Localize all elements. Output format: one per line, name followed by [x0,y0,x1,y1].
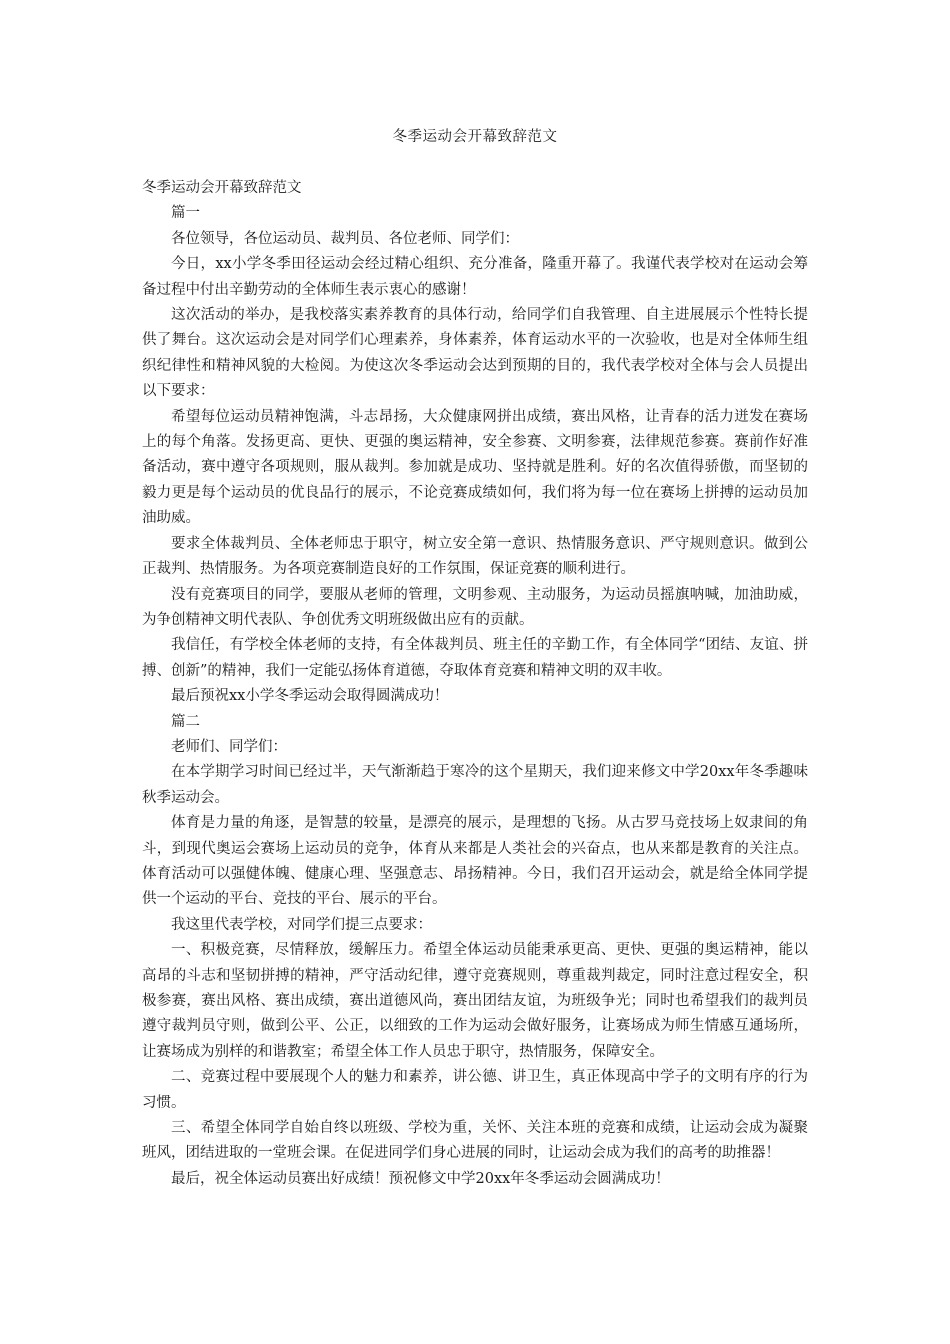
document-body [142,176,808,1192]
page-title: 冬季运动会开幕致辞范文 [392,129,558,145]
paragraph: 最后，祝全体运动员赛出好成绩！预祝修文中学20xx年冬季运动会圆满成功！ [171,1170,670,1187]
paragraph: 我这里代表学校，对同学们提三点要求： [171,916,432,933]
paragraph: 篇二 [171,713,200,730]
paragraph: 一、积极竞赛，尽情释放，缓解压力。希望全体运动员能秉承更高、更快、更强的奥运精神，能以高昂的斗志和坚韧拼搏的精神，严守活动纪律，遵守竞赛规则，尊重裁判裁定，同时注意过程安全，积极参赛，赛出风格、赛出成绩，赛出道德风尚，赛出团结友谊，为班级争光；同时也希望我们的裁判员遵守裁判员守则，做到公平、公正，以细致的工作为运动会做好服务，让赛场成为师生情感互通场所，让赛场成为别样的和谐教室；希望全体工作人员忠于职守，热情服务，保障安全。 [142,942,808,1060]
paragraph: 今日，xx小学冬季田径运动会经过精心组织、充分准备，隆重开幕了。我谨代表学校对在运动会筹备过程中付出辛勤劳动的全体师生表示衷心的感谢！ [142,256,808,298]
paragraph: 二、竞赛过程中要展现个人的魅力和素养，讲公德、讲卫生，真正体现高中学子的文明有序的行为习惯。 [142,1069,808,1111]
paragraph: 篇一 [171,205,200,222]
paragraph: 没有竞赛项目的同学，要服从老师的管理，文明参观、主动服务，为运动员摇旗呐喊，加油助威，为争创精神文明代表队、争创优秀文明班级做出应有的贡献。 [142,586,808,628]
paragraph: 要求全体裁判员、全体老师忠于职守，树立安全第一意识、热情服务意识、严守规则意识。做到公正裁判、热情服务。为各项竞赛制造良好的工作氛围，保证竞赛的顺利进行。 [142,535,808,578]
paragraph: 希望每位运动员精神饱满，斗志昂扬，大众健康网拼出成绩，赛出风格，让青春的活力迸发在赛场上的每个角落。发扬更高、更快、更强的奥运精神，安全参赛、文明参赛，法律规范参赛。赛前作好准备活动，赛中遵守各项规则，服从裁判。参加就是成功、坚持就是胜利。好的名次值得骄傲，而坚韧的毅力更是每个运动员的优良品行的展示，不论竞赛成绩如何，我们将为每一位在赛场上拼搏的运动员加油助威。 [142,408,808,527]
paragraph: 最后预祝xx小学冬季运动会取得圆满成功！ [171,688,449,705]
paragraph: 我信任，有学校全体老师的支持，有全体裁判员、班主任的辛勤工作，有全体同学“团结、友谊、拼搏、创新”的精神，我们一定能弘扬体育道德，夺取体育竞赛和精神文明的双丰收。 [142,637,808,679]
document-subtitle: 冬季运动会开幕致辞范文 [142,180,302,196]
paragraph: 在本学期学习时间已经过半，天气渐渐趋于寒冷的这个星期天，我们迎来修文中学20xx年冬季趣味秋季运动会。 [142,764,808,806]
paragraph: 老师们、同学们： [171,738,287,755]
paragraph: 这次活动的举办，是我校落实素养教育的具体行动，给同学们自我管理、自主进展展示个性特长提供了舞台。这次运动会是对同学们心理素养，身体素养，体育运动水平的一次验收，也是对全体师生组织纪律性和精神风貌的大检阅。为使这次冬季运动会达到预期的目的，我代表学校对全体与会人员提出以下要求： [142,307,808,400]
paragraph: 体育是力量的角逐，是智慧的较量，是漂亮的展示，是理想的飞扬。从古罗马竞技场上奴隶间的角斗，到现代奥运会赛场上运动员的竞争，体育从来都是人类社会的兴奋点，也从来都是教育的关注点。体育活动可以强健体魄、健康心理、坚强意志、昂扬精神。今日，我们召开运动会，就是给全体同学提供一个运动的平台、竞技的平台、展示的平台。 [142,815,808,908]
paragraph: 三、希望全体同学自始自终以班级、学校为重，关怀、关注本班的竞赛和成绩，让运动会成为凝聚班风，团结进取的一堂班会课。在促进同学们身心进展的同时，让运动会成为我们的高考的助推器！ [142,1120,808,1162]
paragraph: 各位领导，各位运动员、裁判员、各位老师、同学们： [171,230,519,247]
